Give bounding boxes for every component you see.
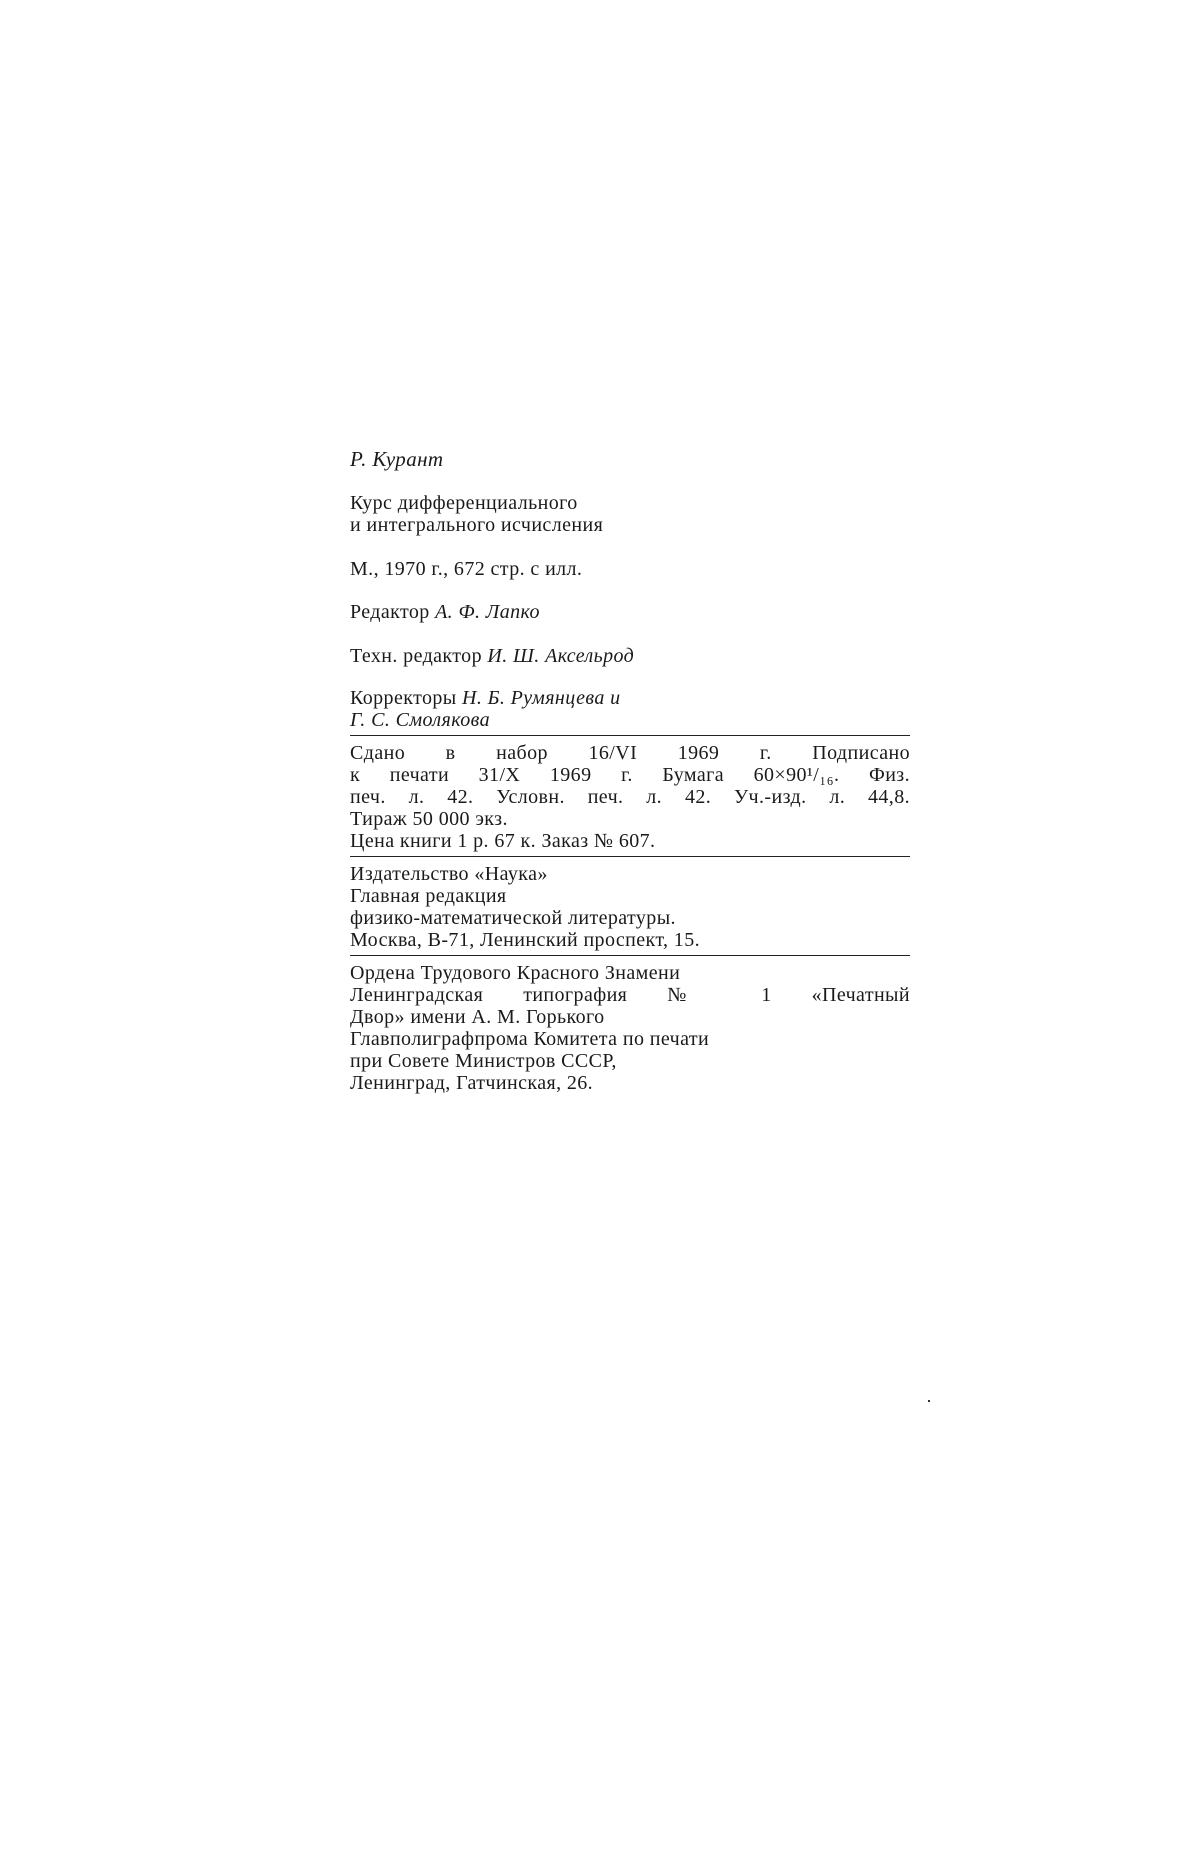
divider (350, 856, 910, 857)
editor-name: А. Ф. Лапко (435, 601, 540, 623)
edition-info: М., 1970 г., 672 стр. с илл. (350, 558, 583, 580)
title-line: Курс дифференциального (350, 492, 578, 514)
print-info (350, 742, 910, 852)
printer-line: Ленинградская типография № 1 «Печатный (350, 984, 910, 1006)
publisher-line: Главная редакция (350, 885, 507, 907)
print-info-line: к печати 31/X 1969 г. Бумага 60×90¹/₁₆. Физ. (350, 764, 910, 786)
editor (350, 601, 910, 623)
scan-speck (928, 1400, 930, 1402)
printer-info (350, 962, 910, 1094)
title-line: и интегрального исчисления (350, 514, 604, 536)
proofreaders (350, 687, 910, 731)
publisher-line: физико-математической литературы. (350, 907, 676, 929)
print-info-line: Сдано в набор 16/VI 1969 г. Подписано (350, 742, 910, 764)
printer-line: Двор» имени А. М. Горького (350, 1006, 605, 1028)
print-info-line: печ. л. 42. Условн. печ. л. 42. Уч.-изд. л. 44,8. (350, 786, 910, 808)
proofreaders-label: Корректоры (350, 687, 457, 709)
printer-line: Главполиграфпрома Комитета по печати (350, 1028, 710, 1050)
proofreader-conj: и (610, 687, 621, 709)
publisher-info (350, 863, 910, 951)
print-info-line: Цена книги 1 р. 67 к. Заказ № 607. (350, 830, 656, 852)
tech-editor (350, 645, 910, 667)
editor-label: Редактор (350, 601, 430, 623)
book-title (350, 492, 910, 536)
printer-line: Ленинград, Гатчинская, 26. (350, 1072, 594, 1094)
printer-line: при Совете Министров СССР, (350, 1050, 617, 1072)
printer-line: Ордена Трудового Красного Знамени (350, 962, 681, 984)
divider (350, 735, 910, 736)
tech-editor-label: Техн. редактор (350, 645, 482, 667)
publisher-line: Издательство «Наука» (350, 863, 548, 885)
print-info-line: Тираж 50 000 экз. (350, 808, 508, 830)
publisher-line: Москва, В-71, Ленинский проспект, 15. (350, 929, 700, 951)
proofreader-name: Н. Б. Румянцева (462, 687, 605, 709)
proofreader-name: Г. С. Смолякова (350, 709, 490, 731)
divider (350, 955, 910, 956)
author: Р. Курант (350, 447, 444, 471)
tech-editor-name: И. Ш. Аксельрод (487, 645, 635, 667)
colophon (350, 448, 910, 1094)
